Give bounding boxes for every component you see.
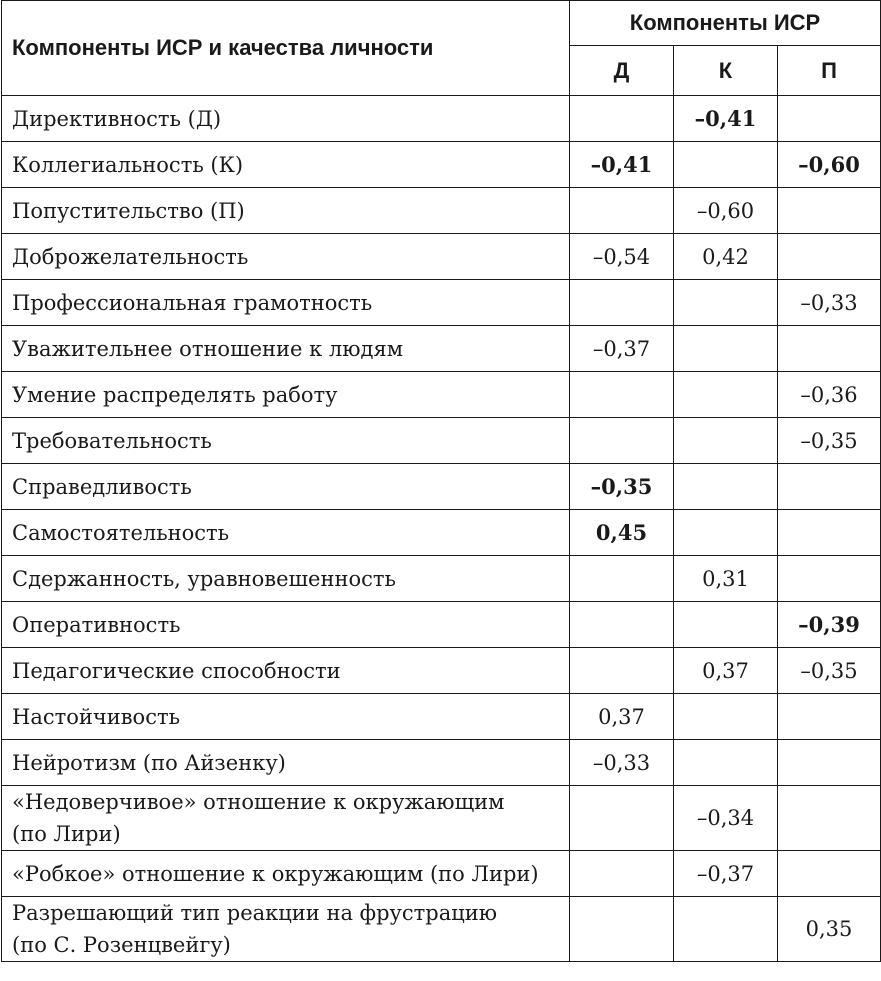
column-header-k: К (674, 46, 778, 96)
value-cell-k (674, 142, 778, 188)
value-cell-d (570, 418, 674, 464)
value-cell-k: –0,60 (674, 188, 778, 234)
table-row (2, 851, 881, 897)
table-row (2, 740, 881, 786)
table-row (2, 694, 881, 740)
row-label: Разрешающий тип реакции на фрустрацию (по С. Розенцвейгу) (2, 897, 570, 962)
value-cell-p (778, 326, 881, 372)
row-label: Уважительнее отношение к людям (2, 326, 570, 372)
value-cell-d (570, 96, 674, 142)
row-label: Доброжелательность (2, 234, 570, 280)
table-body (2, 96, 881, 962)
value-cell-d: 0,45 (570, 510, 674, 556)
value-cell-p (778, 694, 881, 740)
group-header: Компоненты ИСР (570, 1, 881, 46)
value-cell-p (778, 464, 881, 510)
row-label: Сдержанность, уравновешенность (2, 556, 570, 602)
table-header (2, 1, 881, 96)
value-cell-d (570, 786, 674, 851)
value-cell-d (570, 648, 674, 694)
row-label: Самостоятельность (2, 510, 570, 556)
value-cell-p (778, 96, 881, 142)
value-cell-k (674, 464, 778, 510)
value-cell-d (570, 280, 674, 326)
table-row (2, 897, 881, 962)
value-cell-p: –0,35 (778, 648, 881, 694)
value-cell-p (778, 740, 881, 786)
value-cell-k: 0,37 (674, 648, 778, 694)
row-label: Оперативность (2, 602, 570, 648)
table-row (2, 648, 881, 694)
table-row (2, 372, 881, 418)
column-header-p: П (778, 46, 881, 96)
header-row-group (2, 1, 881, 46)
value-cell-p (778, 786, 881, 851)
value-cell-d (570, 556, 674, 602)
value-cell-d: 0,37 (570, 694, 674, 740)
value-cell-k (674, 897, 778, 962)
row-label: Коллегиальность (К) (2, 142, 570, 188)
value-cell-k: –0,37 (674, 851, 778, 897)
row-label: Справедливость (2, 464, 570, 510)
row-label: «Робкое» отношение к окружающим (по Лири) (2, 851, 570, 897)
value-cell-k: 0,31 (674, 556, 778, 602)
value-cell-p (778, 234, 881, 280)
table-row (2, 464, 881, 510)
value-cell-p: 0,35 (778, 897, 881, 962)
row-label: Педагогические способности (2, 648, 570, 694)
value-cell-p: –0,36 (778, 372, 881, 418)
row-label: Нейротизм (по Айзенку) (2, 740, 570, 786)
row-label: Директивность (Д) (2, 96, 570, 142)
table-row (2, 556, 881, 602)
value-cell-k: –0,34 (674, 786, 778, 851)
value-cell-k (674, 740, 778, 786)
table-row (2, 510, 881, 556)
value-cell-d: –0,37 (570, 326, 674, 372)
table-row (2, 96, 881, 142)
row-label: Попустительство (П) (2, 188, 570, 234)
table-row (2, 786, 881, 851)
value-cell-d: –0,54 (570, 234, 674, 280)
value-cell-k: 0,42 (674, 234, 778, 280)
value-cell-k: –0,41 (674, 96, 778, 142)
value-cell-d (570, 372, 674, 418)
value-cell-d (570, 188, 674, 234)
table-row (2, 602, 881, 648)
value-cell-d (570, 602, 674, 648)
row-label: Профессиональная грамотность (2, 280, 570, 326)
table-row (2, 188, 881, 234)
value-cell-p: –0,60 (778, 142, 881, 188)
table-row (2, 234, 881, 280)
row-label: Умение распределять работу (2, 372, 570, 418)
value-cell-d (570, 897, 674, 962)
row-label: Требовательность (2, 418, 570, 464)
value-cell-d: –0,33 (570, 740, 674, 786)
value-cell-p (778, 556, 881, 602)
table-row (2, 280, 881, 326)
value-cell-p (778, 510, 881, 556)
row-label-header: Компоненты ИСР и качества личности (2, 1, 570, 96)
table-row (2, 326, 881, 372)
value-cell-k (674, 372, 778, 418)
value-cell-k (674, 326, 778, 372)
table-row (2, 142, 881, 188)
value-cell-p (778, 188, 881, 234)
correlation-table (1, 0, 881, 962)
value-cell-p: –0,39 (778, 602, 881, 648)
value-cell-k (674, 602, 778, 648)
value-cell-p (778, 851, 881, 897)
value-cell-k (674, 418, 778, 464)
row-label: «Недоверчивое» отношение к окружающим (по Лири) (2, 786, 570, 851)
value-cell-k (674, 280, 778, 326)
value-cell-p: –0,33 (778, 280, 881, 326)
value-cell-p: –0,35 (778, 418, 881, 464)
table-row (2, 418, 881, 464)
value-cell-d: –0,41 (570, 142, 674, 188)
value-cell-k (674, 694, 778, 740)
column-header-d: Д (570, 46, 674, 96)
row-label: Настойчивость (2, 694, 570, 740)
value-cell-d: –0,35 (570, 464, 674, 510)
value-cell-d (570, 851, 674, 897)
value-cell-k (674, 510, 778, 556)
